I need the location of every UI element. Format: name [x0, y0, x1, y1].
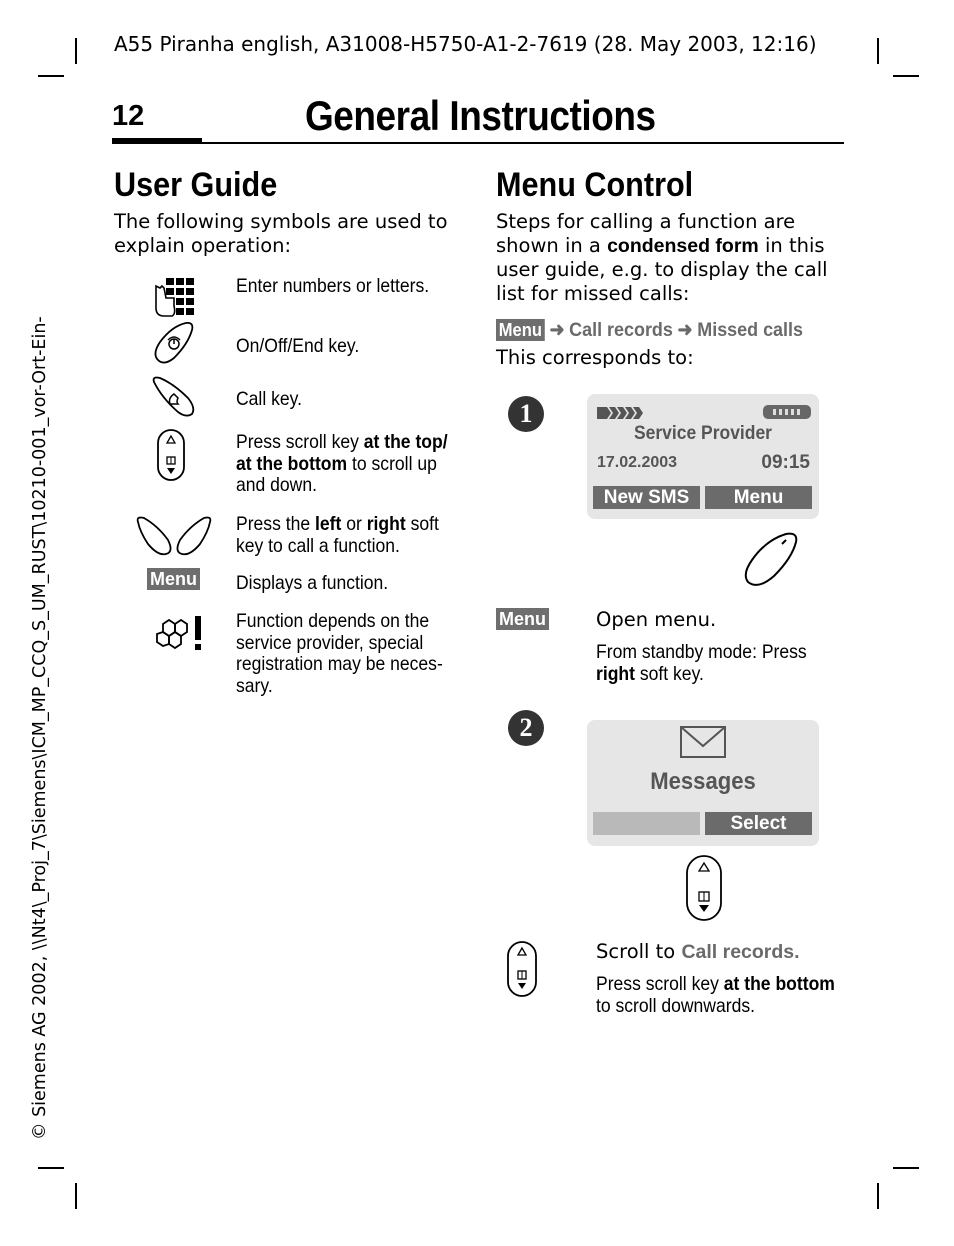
user-guide-intro: The following symbols are used to explain operation: — [114, 210, 448, 257]
phone-screen-messages — [587, 720, 819, 846]
on-off-end-key-icon — [150, 320, 196, 370]
step1-menu-badge: Menu — [496, 608, 549, 630]
menu-path: Menu ➜ Call records ➜ Missed calls — [496, 318, 803, 342]
crop-mark — [877, 38, 879, 64]
corresponds-text: This corresponds to: — [496, 346, 694, 369]
header-rule — [112, 142, 844, 144]
crop-mark — [75, 1183, 77, 1209]
envelope-icon — [680, 726, 726, 762]
screen-time: 09:15 — [761, 452, 810, 473]
symbol-text-menu: Displays a function. — [236, 572, 389, 594]
symbol-text-on-off: On/Off/End key. — [236, 335, 360, 357]
document-header: A55 Piranha english, A31008-H5750-A1-2-7619 (28. May 2003, 12:16) — [114, 32, 817, 56]
softkey-menu[interactable]: Menu — [705, 486, 812, 509]
call-key-icon — [150, 374, 196, 424]
menu-control-heading: Menu Control — [496, 166, 694, 204]
provider-dependent-icon — [153, 614, 205, 656]
crop-mark — [893, 75, 919, 77]
phone-screen-standby — [587, 394, 819, 519]
symbol-text-keypad: Enter numbers or letters. — [236, 275, 430, 297]
symbol-text-scroll: Press scroll key at the top/ at the bottom to scroll up and down. — [236, 431, 448, 496]
right-soft-key-icon — [742, 530, 802, 594]
crop-mark — [75, 38, 77, 64]
step2-action: Scroll to Call records. — [596, 940, 800, 963]
softkey-select[interactable]: Select — [705, 812, 812, 835]
menu-badge: Menu — [147, 568, 200, 590]
crop-mark — [38, 1167, 64, 1169]
step-number-2: 2 — [508, 710, 544, 746]
symbol-text-call: Call key. — [236, 388, 302, 410]
crop-mark — [893, 1167, 919, 1169]
signal-strength-icon — [597, 404, 647, 423]
crop-mark — [38, 75, 64, 77]
keypad-icon — [152, 278, 194, 322]
page-number-underline — [112, 138, 202, 143]
page-number: 12 — [112, 100, 145, 132]
step2-detail: Press scroll key at the bottom to scroll downwards. — [596, 973, 835, 1017]
step1-action: Open menu. — [596, 608, 717, 631]
softkey-left-blank — [593, 812, 700, 835]
battery-icon — [763, 404, 811, 423]
user-guide-heading: User Guide — [114, 166, 278, 204]
symbol-text-soft-keys: Press the left or right soft key to call a function. — [236, 513, 439, 557]
service-provider-label: Service Provider — [634, 423, 772, 444]
softkey-new-sms[interactable]: New SMS — [593, 486, 700, 509]
crop-mark — [877, 1183, 879, 1209]
page-title: General Instructions — [305, 92, 656, 139]
menu-control-intro: Steps for calling a function are shown in a condensed form in this user guide, e.g. to display the call list for missed calls: — [496, 210, 828, 305]
messages-title: Messages — [650, 768, 756, 795]
step-number-1: 1 — [508, 396, 544, 432]
step1-detail: From standby mode: Press right soft key. — [596, 641, 807, 685]
side-copyright: © Siemens AG 2002, \\Nt4\_Proj_7\Siemens\ICM_MP_CCQ_S_UM_RUST\10210-001_vor-Ort-Ein- — [30, 316, 50, 1140]
symbol-text-provider: Function depends on the service provider, special registration may be neces-sary. — [236, 610, 443, 697]
scroll-key-down-icon — [684, 854, 724, 926]
scroll-key-icon — [155, 428, 187, 486]
screen-date: 17.02.2003 — [597, 454, 678, 471]
scroll-key-small-icon — [505, 940, 539, 1002]
soft-keys-icon — [134, 514, 214, 562]
